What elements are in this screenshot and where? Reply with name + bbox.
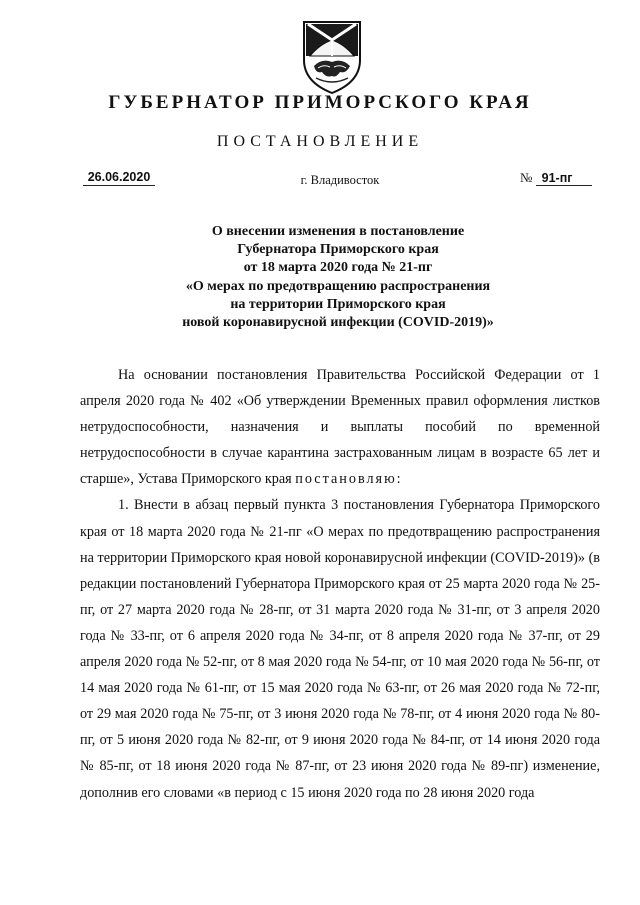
document-type: ПОСТАНОВЛЕНИЕ	[216, 133, 424, 150]
preamble-text: На основании постановления Правительства Российской Федерации от 1 апреля 2020 года № 402 «Об утверждении Временных правил оформления листков нетрудоспособности, назначения и выплаты пособий по временной нетрудоспособности в случае карантина застрахованным лицам в возрасте 65 лет и старше», Устава Приморского края	[80, 367, 600, 488]
preamble-paragraph	[80, 362, 600, 492]
governor-title: ГУБЕРНАТОР ПРИМОРСКОГО КРАЯ	[108, 92, 532, 113]
document-city: г. Владивосток	[300, 173, 380, 187]
document-heading	[0, 223, 640, 332]
decree-keyword: постановляю:	[295, 471, 403, 488]
number-value: 91-пг	[536, 171, 592, 186]
heading-line: новой коронавирусной инфекции (COVID-2019)»	[182, 315, 494, 331]
clause-1-paragraph	[80, 492, 600, 805]
document-body	[80, 362, 600, 806]
heading-line: О внесении изменения в постановление	[211, 224, 465, 239]
heading-line: от 18 марта 2020 года № 21-пг	[243, 260, 433, 276]
clause-1-text: 1. Внести в абзац первый пункта 3 постановления Губернатора Приморского края от 18 марта 2020 года № 21-пг «О мерах по предотвращению распространения на территории Приморского края новой коронавирусной инфекции (COVID-2019)» (в редакции постановлений Губернатора Приморского края от 25 марта 2020 года № 25-пг, от 27 марта 2020 года № 28-пг, от 31 марта 2020 года № 31-пг, от 3 апреля 2020 года № 33-пг, от 6 апреля 2020 года № 34-пг, от 8 апреля 2020 года № 37-пг, от 29 апреля 2020 года № 52-пг, от 8 мая 2020 года № 54-пг, от 10 мая 2020 года № 56-пг, от 14 мая 2020 года № 61-пг, от 15 мая 2020 года № 63-пг, от 26 мая 2020 года № 72-пг, от 29 мая 2020 года № 75-пг, от 3 июня 2020 года № 78-пг, от 4 июня 2020 года № 80-пг, от 5 июня 2020 года № 82-пг, от 9 июня 2020 года № 84-пг, от 14 июня 2020 года № 85-пг, от 18 июня 2020 года № 87-пг, от 23 июня 2020 года № 89-пг) изменение, дополнив его словами «в период с 15 июня 2020 года по 28 июня 2020 года	[80, 497, 600, 801]
heading-line: «О мерах по предотвращению распространения	[185, 278, 491, 294]
number-sign: №	[520, 170, 533, 185]
document-date: 26.06.2020	[83, 170, 155, 186]
heading-line: на территории Приморского края	[230, 296, 446, 312]
coat-of-arms-icon	[296, 20, 368, 96]
heading-line: Губернатора Приморского края	[237, 242, 439, 258]
document-number	[520, 170, 592, 186]
